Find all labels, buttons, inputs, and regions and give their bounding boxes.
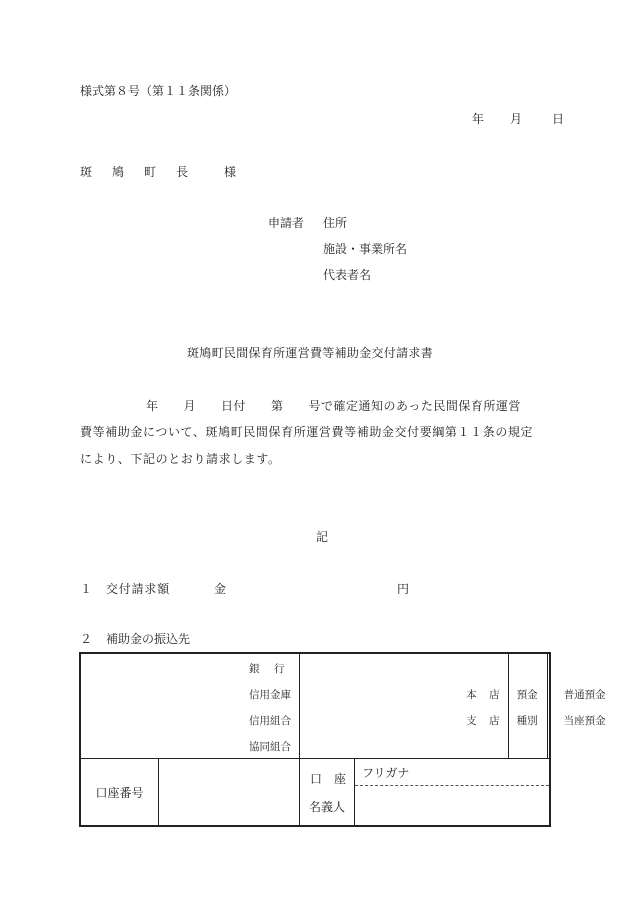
item-1-number: １ xyxy=(80,582,93,596)
item-1-kin: 金 xyxy=(214,582,227,596)
date-day: 日 xyxy=(552,112,565,126)
form-number: 様式第８号（第１１条関係） xyxy=(80,84,237,98)
institution-bank: 銀 行 xyxy=(249,663,287,675)
deposit-label-1: 預金 xyxy=(516,689,538,701)
institution-kyodo: 協同組合 xyxy=(249,741,291,753)
holder-label-cell xyxy=(300,759,355,827)
item-1-yen: 円 xyxy=(397,582,410,596)
deposit-type-cell[interactable] xyxy=(547,653,606,759)
furigana-field[interactable] xyxy=(355,759,549,786)
holder-name-cell[interactable] xyxy=(355,759,551,827)
account-number-label: 口座番号 xyxy=(81,759,159,825)
body-line-2: 費等補助金について、斑鳩町民間保育所運営費等補助金交付要綱第１１条の規定 xyxy=(80,425,534,439)
deposit-ordinary: 普通預金 xyxy=(563,689,606,701)
date-month: 月 xyxy=(510,112,523,126)
applicant-label: 申請者 xyxy=(268,216,305,230)
branch-main: 本 店 xyxy=(466,689,501,701)
date-year: 年 xyxy=(472,112,485,126)
addressee: 斑 鳩 町 長 様 xyxy=(80,165,241,179)
holder-label-2: 名義人 xyxy=(309,800,346,814)
body-line-3: により、下記のとおり請求します。 xyxy=(80,452,281,466)
applicant-representative: 代表者名 xyxy=(323,268,372,282)
item-1-label: 交付請求額 xyxy=(106,582,171,596)
body-line-1: 年 月 日付 第 号で確定通知のあった民間保育所運営 xyxy=(146,399,521,413)
holder-label-1: 口 座 xyxy=(310,772,347,786)
applicant-address: 住所 xyxy=(323,216,348,230)
item-2-label: 補助金の振込先 xyxy=(106,632,191,646)
deposit-label-2: 種別 xyxy=(516,715,538,727)
account-number-area xyxy=(80,759,300,827)
deposit-type-label-cell xyxy=(508,653,547,759)
ki-heading: 記 xyxy=(316,530,329,544)
institution-shinkumi: 信用組合 xyxy=(249,715,291,727)
furigana-label: フリガナ xyxy=(362,766,410,780)
branch-cell[interactable] xyxy=(300,653,509,759)
bank-transfer-table xyxy=(79,652,606,827)
document-title: 斑鳩町民間保育所運営費等補助金交付請求書 xyxy=(187,346,434,360)
institution-cell[interactable] xyxy=(80,653,300,759)
account-number-field[interactable] xyxy=(159,759,299,825)
branch-sub: 支 店 xyxy=(466,715,501,727)
deposit-current: 当座預金 xyxy=(563,715,606,727)
institution-shinkin: 信用金庫 xyxy=(249,689,291,701)
holder-name-field[interactable] xyxy=(355,786,549,825)
item-2-number: ２ xyxy=(80,632,93,646)
applicant-facility: 施設・事業所名 xyxy=(323,242,408,256)
